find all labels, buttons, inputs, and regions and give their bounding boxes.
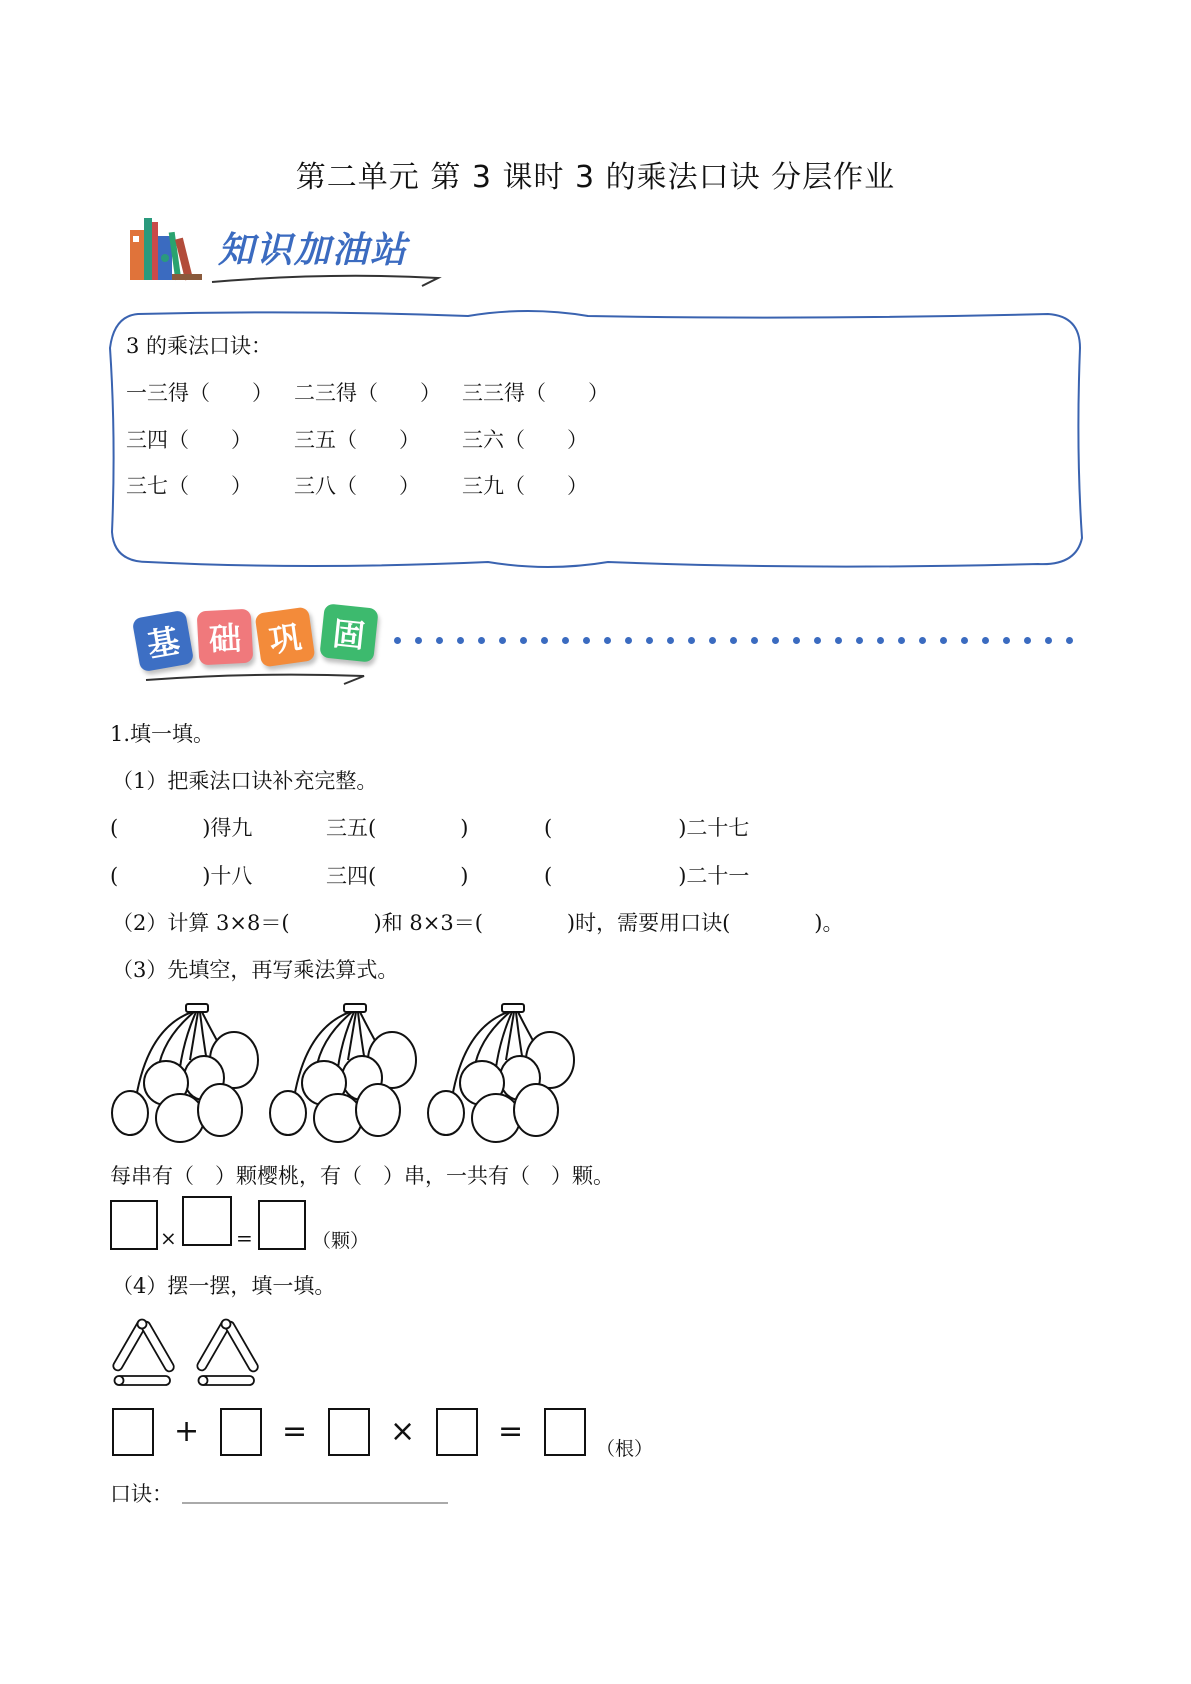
section-header-knowledge: 知识加油站 <box>218 230 409 271</box>
section-tile-gong: 巩 <box>255 607 316 668</box>
formula-answer-line[interactable] <box>182 1502 448 1504</box>
unit-label: （根） <box>596 1438 654 1460</box>
fill-blank: 三四( ) <box>326 864 469 888</box>
times-sign: × <box>160 1226 177 1250</box>
fill-blank: 三五( ) <box>326 816 469 840</box>
page-title: 第二单元 第 3 课时 3 的乘法口诀 分层作业 <box>295 160 896 195</box>
plus-sign: + <box>174 1414 200 1449</box>
answer-box[interactable] <box>544 1408 586 1456</box>
rhyme-cell: 三六（ ） <box>462 428 588 452</box>
part3-label: （3）先填空，再写乘法算式。 <box>112 958 399 982</box>
rhyme-cell: 三五（ ） <box>294 428 420 452</box>
part2-label: （2）计算 3×8＝( )和 8×3＝( )时，需要用口诀( )。 <box>112 911 844 935</box>
answer-box[interactable] <box>220 1408 262 1456</box>
equals-sign: = <box>236 1226 253 1250</box>
part4-label: （4）摆一摆，填一填。 <box>112 1274 336 1298</box>
formula-label: 口诀： <box>110 1482 173 1506</box>
rhyme-cell: 三七（ ） <box>126 474 252 498</box>
fill-blank: ( )得九 <box>110 816 253 840</box>
unit-label: （颗） <box>312 1230 370 1252</box>
rhyme-cell: 三四（ ） <box>126 428 252 452</box>
fill-blank: ( )十八 <box>110 864 253 888</box>
section-tile-ji: 基 <box>132 610 195 673</box>
answer-box[interactable] <box>328 1408 370 1456</box>
answer-box[interactable] <box>110 1200 158 1250</box>
stick-triangles-illustration <box>108 1318 268 1390</box>
cherries-illustration <box>108 998 588 1143</box>
rhyme-cell: 三三得（ ） <box>462 381 609 405</box>
answer-box[interactable] <box>436 1408 478 1456</box>
equals-sign: = <box>282 1414 308 1449</box>
section-tile-chu: 础 <box>197 609 254 666</box>
equals-sign: = <box>498 1414 524 1449</box>
rhyme-cell: 一三得（ ） <box>126 381 273 405</box>
fill-blank: ( )二十七 <box>544 816 750 840</box>
part1-label: （1）把乘法口诀补充完整。 <box>112 769 378 793</box>
answer-box[interactable] <box>182 1196 232 1246</box>
knowledge-box-title: 3 的乘法口诀： <box>126 334 273 358</box>
answer-box[interactable] <box>112 1408 154 1456</box>
rhyme-cell: 二三得（ ） <box>294 381 441 405</box>
section-tile-gu: 固 <box>319 603 378 662</box>
rhyme-cell: 三九（ ） <box>462 474 588 498</box>
answer-box[interactable] <box>258 1200 306 1250</box>
cherry-sentence: 每串有（ ）颗樱桃，有（ ）串，一共有（ ）颗。 <box>110 1164 614 1188</box>
fill-blank: ( )二十一 <box>544 864 750 888</box>
rhyme-cell: 三八（ ） <box>294 474 420 498</box>
question-heading: 1.填一填。 <box>110 722 215 746</box>
dotted-divider <box>0 0 1191 700</box>
times-sign: × <box>390 1414 416 1449</box>
